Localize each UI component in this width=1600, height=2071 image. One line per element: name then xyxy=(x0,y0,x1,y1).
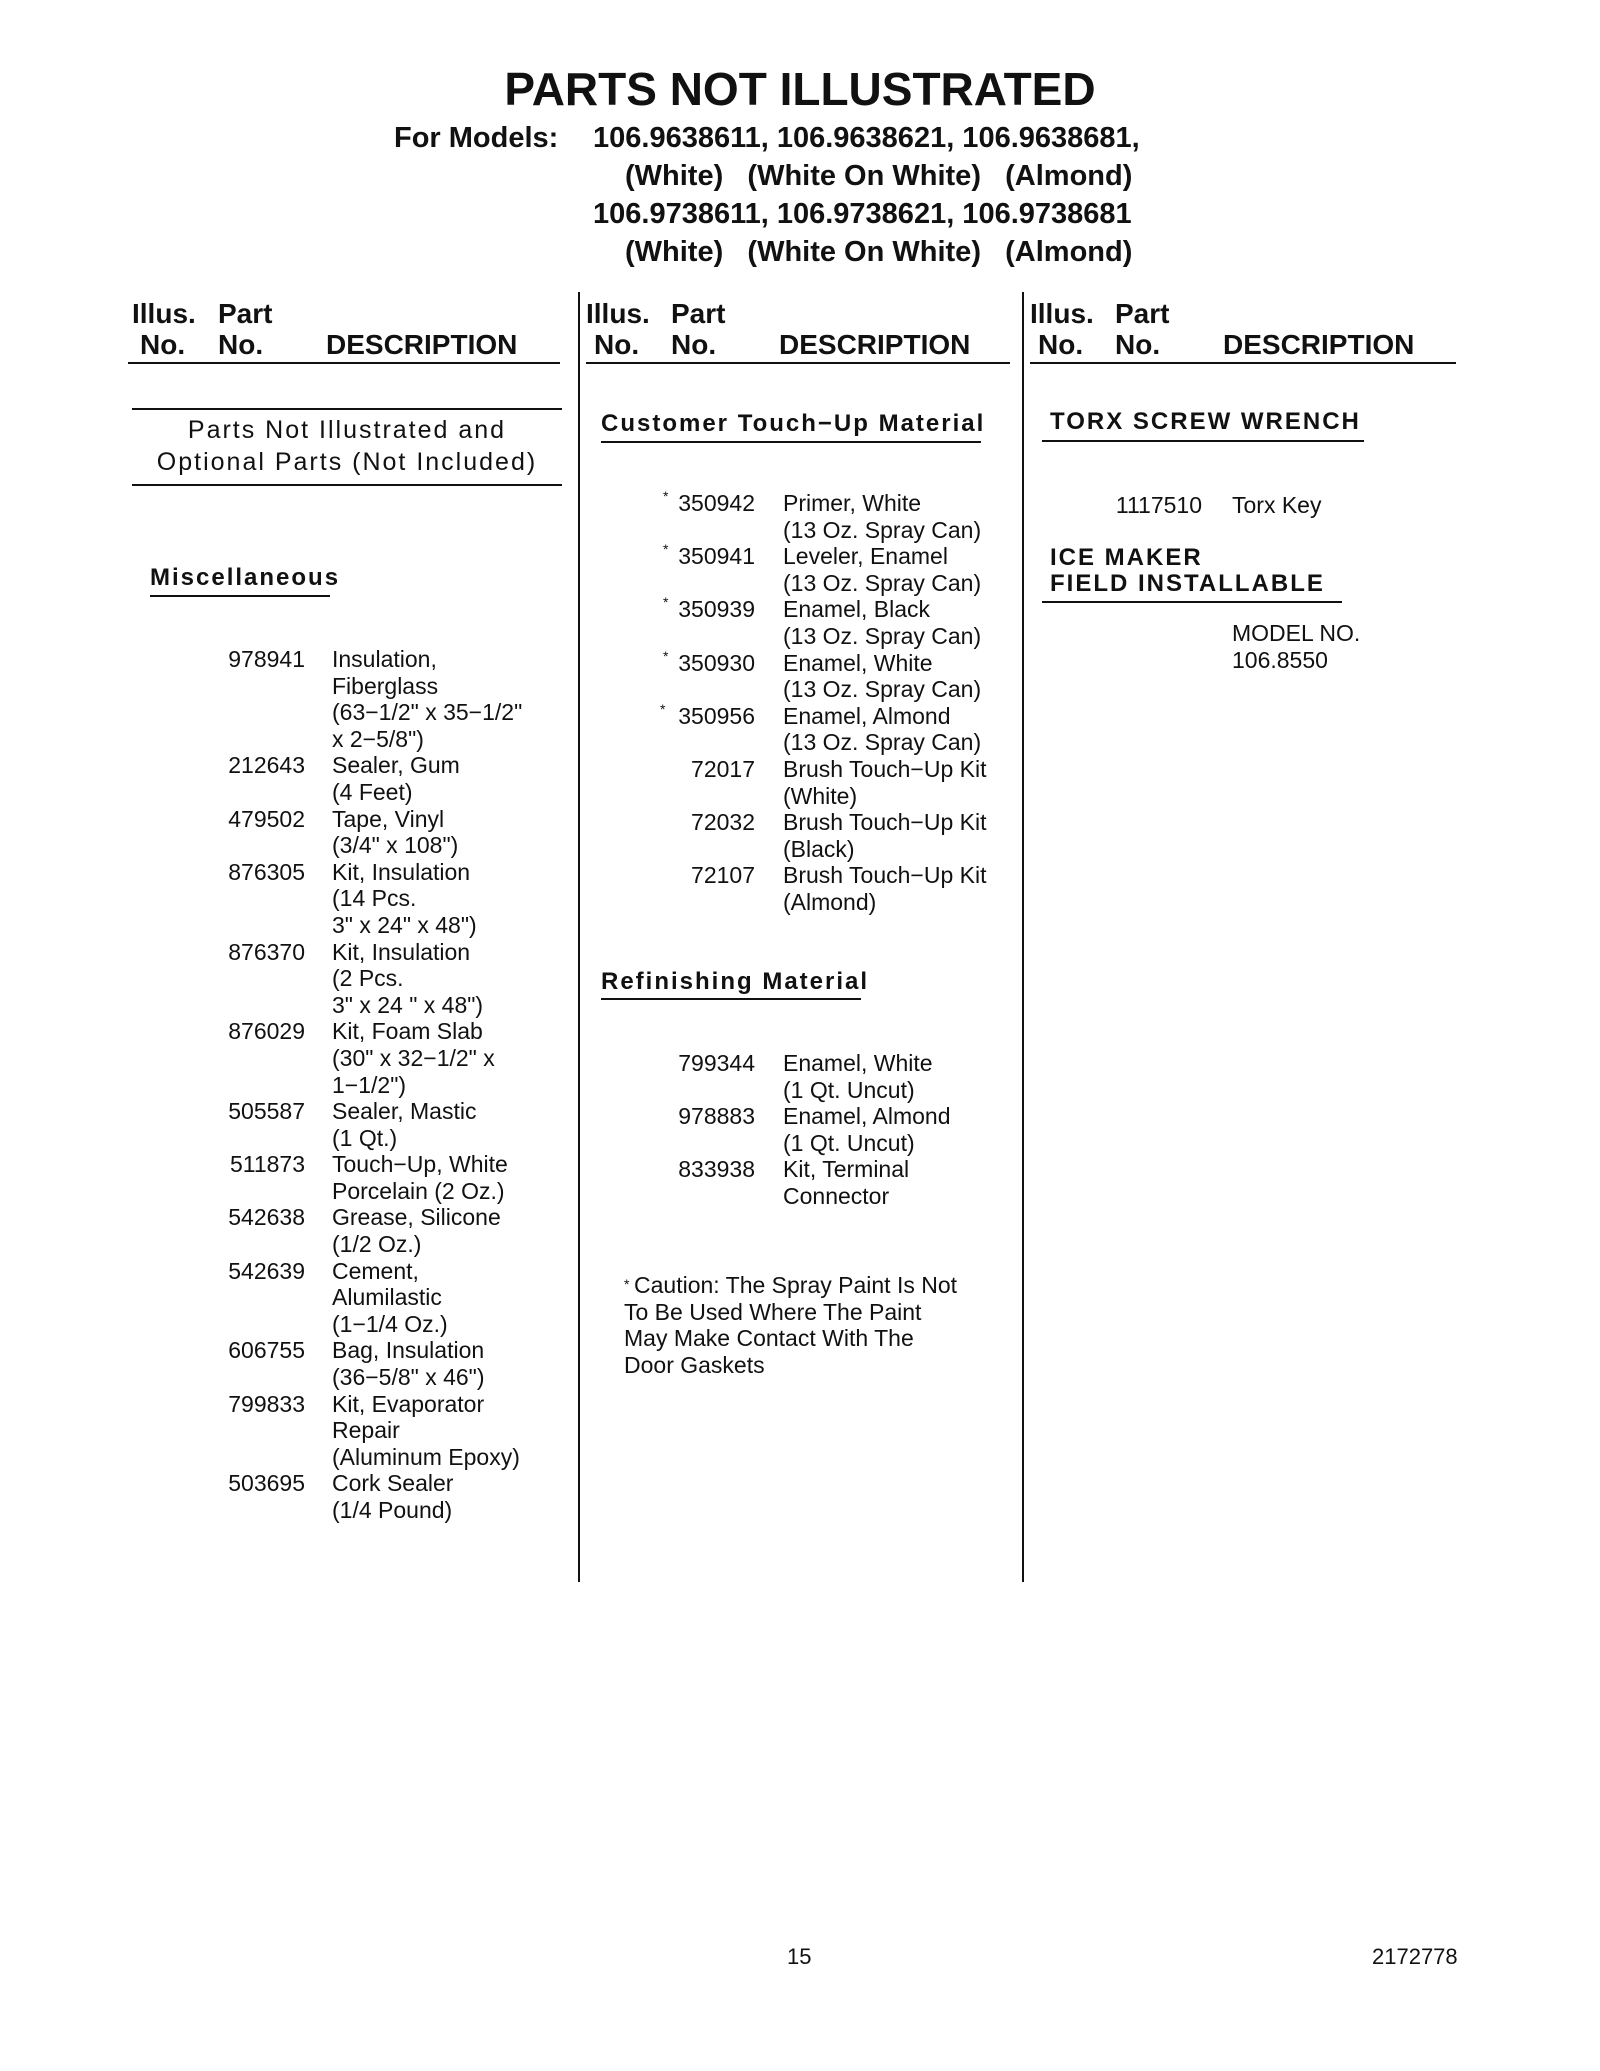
col1-header-description: DESCRIPTION xyxy=(326,329,518,360)
col1-header-no-2: No. xyxy=(218,329,264,360)
touch-up-part-number: 72107 xyxy=(691,862,755,889)
refinish-descriptions: Enamel, White (1 Qt. Uncut) Enamel, Almond (1 Qt. Uncut) Kit, Terminal Connector xyxy=(783,1050,951,1209)
touch-up-part-number: 72032 xyxy=(691,809,755,836)
touch-up-description: Leveler, Enamel (13 Oz. Spray Can) xyxy=(783,543,982,596)
touch-up-description: Enamel, Almond (13 Oz. Spray Can) xyxy=(783,702,982,756)
torx-description: Torx Key xyxy=(1232,492,1322,518)
section-torx-underline xyxy=(1042,440,1364,442)
torx-part-number: 1117510 xyxy=(1115,492,1202,518)
col2-header-part: Part xyxy=(671,298,726,329)
refinish-part-numbers: 799344 978883 833938 xyxy=(678,1050,755,1183)
col1-intro-top-rule xyxy=(132,408,562,410)
col3-header-description: DESCRIPTION xyxy=(1223,329,1415,360)
touch-up-description: Primer, White (13 Oz. Spray Can) xyxy=(783,490,982,543)
section-ice-maker-line-1: ICE MAKER xyxy=(1050,544,1203,571)
col3-header-no-1: No. xyxy=(1038,329,1084,360)
model-no-value: 106.8550 xyxy=(1232,647,1328,673)
caution-text: Caution: The Spray Paint Is Not To Be Used Where The Paint May Make Contact With The Door Gaskets xyxy=(624,1272,958,1378)
models-line-3: 106.9738611, 106.9738621, 106.9738681 xyxy=(593,198,1132,230)
model-no-label: MODEL NO. xyxy=(1232,620,1361,646)
models-line-1: 106.9638611, 106.9638621, 106.9638681, xyxy=(593,122,1140,154)
misc-part-numbers: 978941 212643 479502 876305 876370 876029 505587 511873 542638 542639 606755 799833 503695 xyxy=(228,646,305,1497)
touch-up-part-number: 350942 xyxy=(678,490,755,516)
section-refinishing-underline xyxy=(601,998,861,1000)
section-customer-touch-up-underline xyxy=(601,441,981,443)
models-label: For Models: xyxy=(394,122,559,154)
section-ice-maker-underline xyxy=(1042,601,1342,603)
col1-intro-line-2: Optional Parts (Not Included) xyxy=(156,448,538,476)
column-divider-2 xyxy=(1022,292,1024,1582)
col1-header-part: Part xyxy=(218,298,273,329)
page-title: PARTS NOT ILLUSTRATED xyxy=(504,63,1096,115)
touch-up-description: Enamel, White (13 Oz. Spray Can) xyxy=(783,649,982,703)
touch-up-part-number: 350930 xyxy=(678,649,755,676)
touch-up-description: Brush Touch−Up Kit (Almond) xyxy=(783,862,987,915)
col2-header-no-2: No. xyxy=(671,329,717,360)
col1-header-illus: Illus. xyxy=(132,298,196,329)
touch-up-part-number: 72017 xyxy=(691,756,755,782)
col2-header-description: DESCRIPTION xyxy=(779,329,971,360)
section-torx-screw-wrench: TORX SCREW WRENCH xyxy=(1050,408,1361,435)
col1-intro-bottom-rule xyxy=(132,484,562,486)
touch-up-part-number: 350941 xyxy=(678,543,755,570)
section-customer-touch-up: Customer Touch−Up Material xyxy=(601,410,986,437)
touch-up-part-number: 350939 xyxy=(678,596,755,623)
document-number: 2172778 xyxy=(1372,1944,1458,1969)
col1-intro-line-1: Parts Not Illustrated and xyxy=(187,416,507,444)
models-line-2: (White) (White On White) (Almond) xyxy=(625,160,1133,192)
touch-up-description: Brush Touch−Up Kit (White) xyxy=(783,756,987,809)
models-line-4: (White) (White On White) (Almond) xyxy=(625,236,1133,268)
col3-header-illus: Illus. xyxy=(1030,298,1094,329)
col1-header-rule xyxy=(128,362,560,364)
page-number: 15 xyxy=(787,1944,812,1969)
section-refinishing: Refinishing Material xyxy=(601,968,870,995)
col3-header-rule xyxy=(1030,362,1456,364)
col3-header-part: Part xyxy=(1115,298,1170,329)
col2-header-no-1: No. xyxy=(594,329,640,360)
col1-header-no-1: No. xyxy=(140,329,186,360)
misc-descriptions: Insulation, Fiberglass (63−1/2" x 35−1/2" x 2−5/8") Sealer, Gum (4 Feet) Tape, Vinyl (3/4" x 108") Kit, Insulation (14 Pcs. 3" x 24" x 48") Kit, Insulation (2 Pcs. 3" x 24 " x 48") Kit, Foam Slab (30" x 32−1/2" x 1−1/2") Sealer, Mastic (1 Qt.) Touch−Up, White Porcelain (2 Oz.) Grease, Silicone (1/2 Oz.) Cement, Alumilastic (1−1/4 Oz.) Bag, Insulation (36−5/8" x 46") Kit, Evaporator Repair (Aluminum Epoxy) Cork Sealer (1/4 Pound) xyxy=(332,646,523,1523)
touch-up-description: Brush Touch−Up Kit (Black) xyxy=(783,809,987,862)
col2-header-rule xyxy=(586,362,1010,364)
touch-up-description: Enamel, Black (13 Oz. Spray Can) xyxy=(783,596,982,649)
section-miscellaneous: Miscellaneous xyxy=(150,564,341,591)
section-miscellaneous-underline xyxy=(150,595,330,597)
col2-header-illus: Illus. xyxy=(586,298,650,329)
section-ice-maker-line-2: FIELD INSTALLABLE xyxy=(1050,570,1325,597)
touch-up-part-number: 350956 xyxy=(678,702,755,729)
column-divider-1 xyxy=(578,292,580,1582)
col3-header-no-2: No. xyxy=(1115,329,1161,360)
